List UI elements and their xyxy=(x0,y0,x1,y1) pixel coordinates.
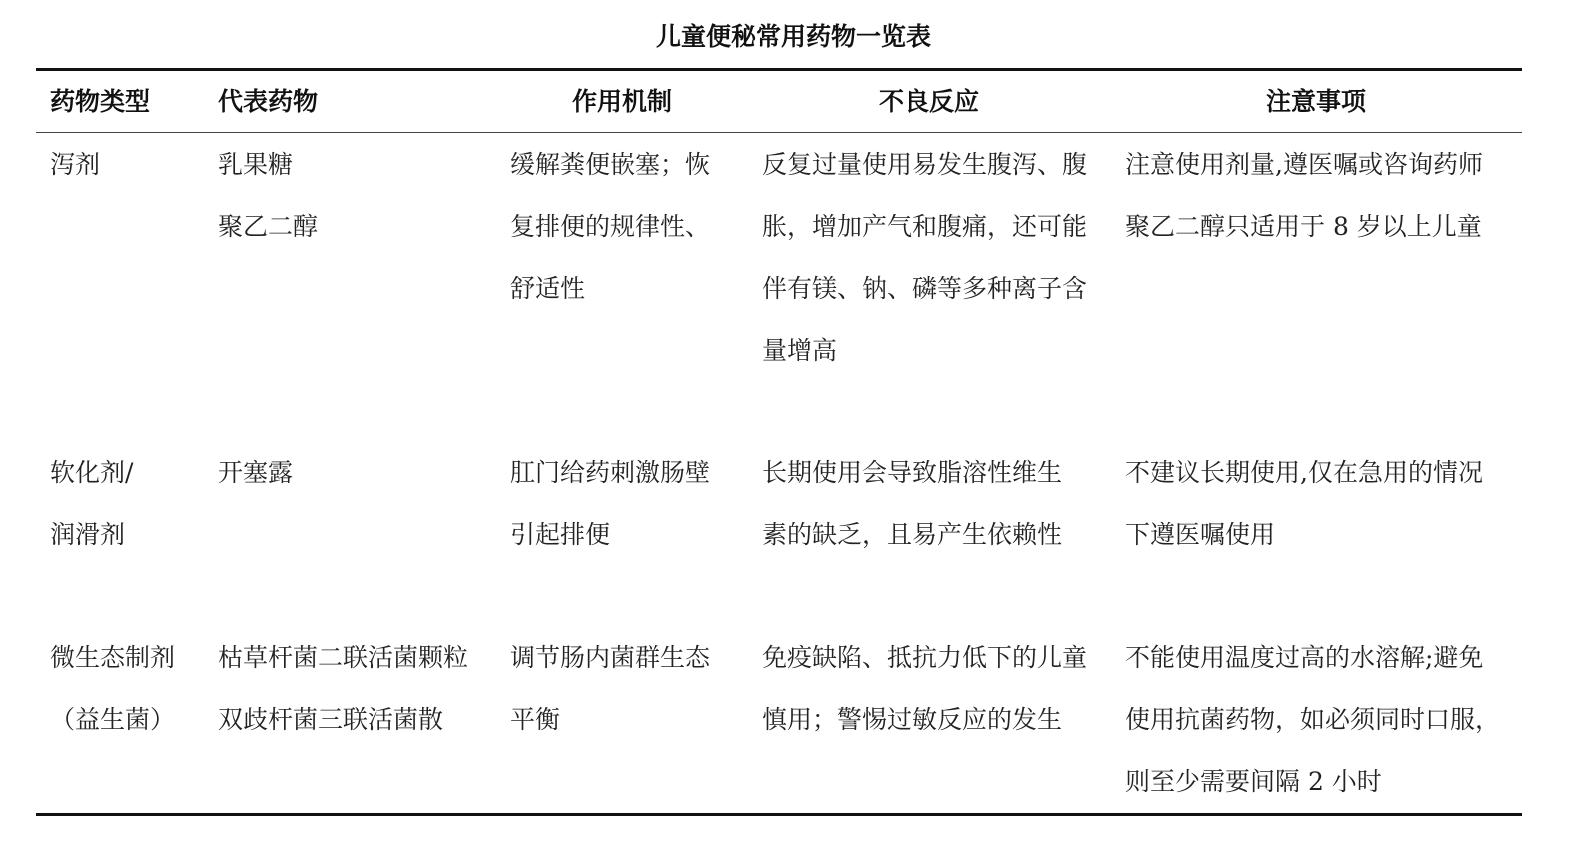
row-3-drugs: 枯草杆菌二联活菌颗粒 双歧杆菌三联活菌散 xyxy=(218,643,469,734)
row-2-mechanism: 肛门给药刺激肠壁 引起排便 xyxy=(510,458,711,549)
table-bottom-rule xyxy=(36,813,1522,816)
table-title: 儿童便秘常用药物一览表 xyxy=(655,22,931,51)
row-1-notes: 注意使用剂量,遵医嘱或咨询药师 聚乙二醇只适用于 8 岁以上儿童 xyxy=(1125,150,1483,241)
row-2-drugs: 开塞露 xyxy=(218,458,294,487)
header-precautions: 注意事项 xyxy=(1265,87,1366,116)
row-1-mechanism: 缓解粪便嵌塞；恢 复排便的规律性、 舒适性 xyxy=(510,150,711,303)
row-2-drug-type: 软化剂/ 润滑剂 xyxy=(50,458,134,549)
header-drug-type: 药物类型 xyxy=(50,87,151,116)
row-1-drug-type: 泻剂 xyxy=(50,150,101,179)
row-3-adverse: 免疫缺陷、抵抗力低下的儿童 慎用；警惕过敏反应的发生 xyxy=(762,643,1088,734)
table-top-rule xyxy=(36,68,1522,71)
row-3-notes: 不能使用温度过高的水溶解;避免 使用抗菌药物，如必须同时口服， 则至少需要间隔 2 小时 xyxy=(1125,643,1501,796)
header-mechanism: 作用机制 xyxy=(571,87,672,116)
row-2-adverse: 长期使用会导致脂溶性维生 素的缺乏，且易产生依赖性 xyxy=(762,458,1063,549)
header-divider xyxy=(36,132,1522,133)
header-adverse-reactions: 不良反应 xyxy=(878,87,979,116)
row-3-drug-type: 微生态制剂 （益生菌） xyxy=(50,643,176,734)
row-3-mechanism: 调节肠内菌群生态 平衡 xyxy=(510,643,711,734)
row-1-adverse: 反复过量使用易发生腹泻、腹 胀，增加产气和腹痛，还可能 伴有镁、钠、磷等多种离子含 量增高 xyxy=(762,150,1088,365)
header-representative-drug: 代表药物 xyxy=(218,87,319,116)
row-2-notes: 不建议长期使用,仅在急用的情况 下遵医嘱使用 xyxy=(1125,458,1483,549)
row-1-drugs: 乳果糖 聚乙二醇 xyxy=(218,150,319,241)
